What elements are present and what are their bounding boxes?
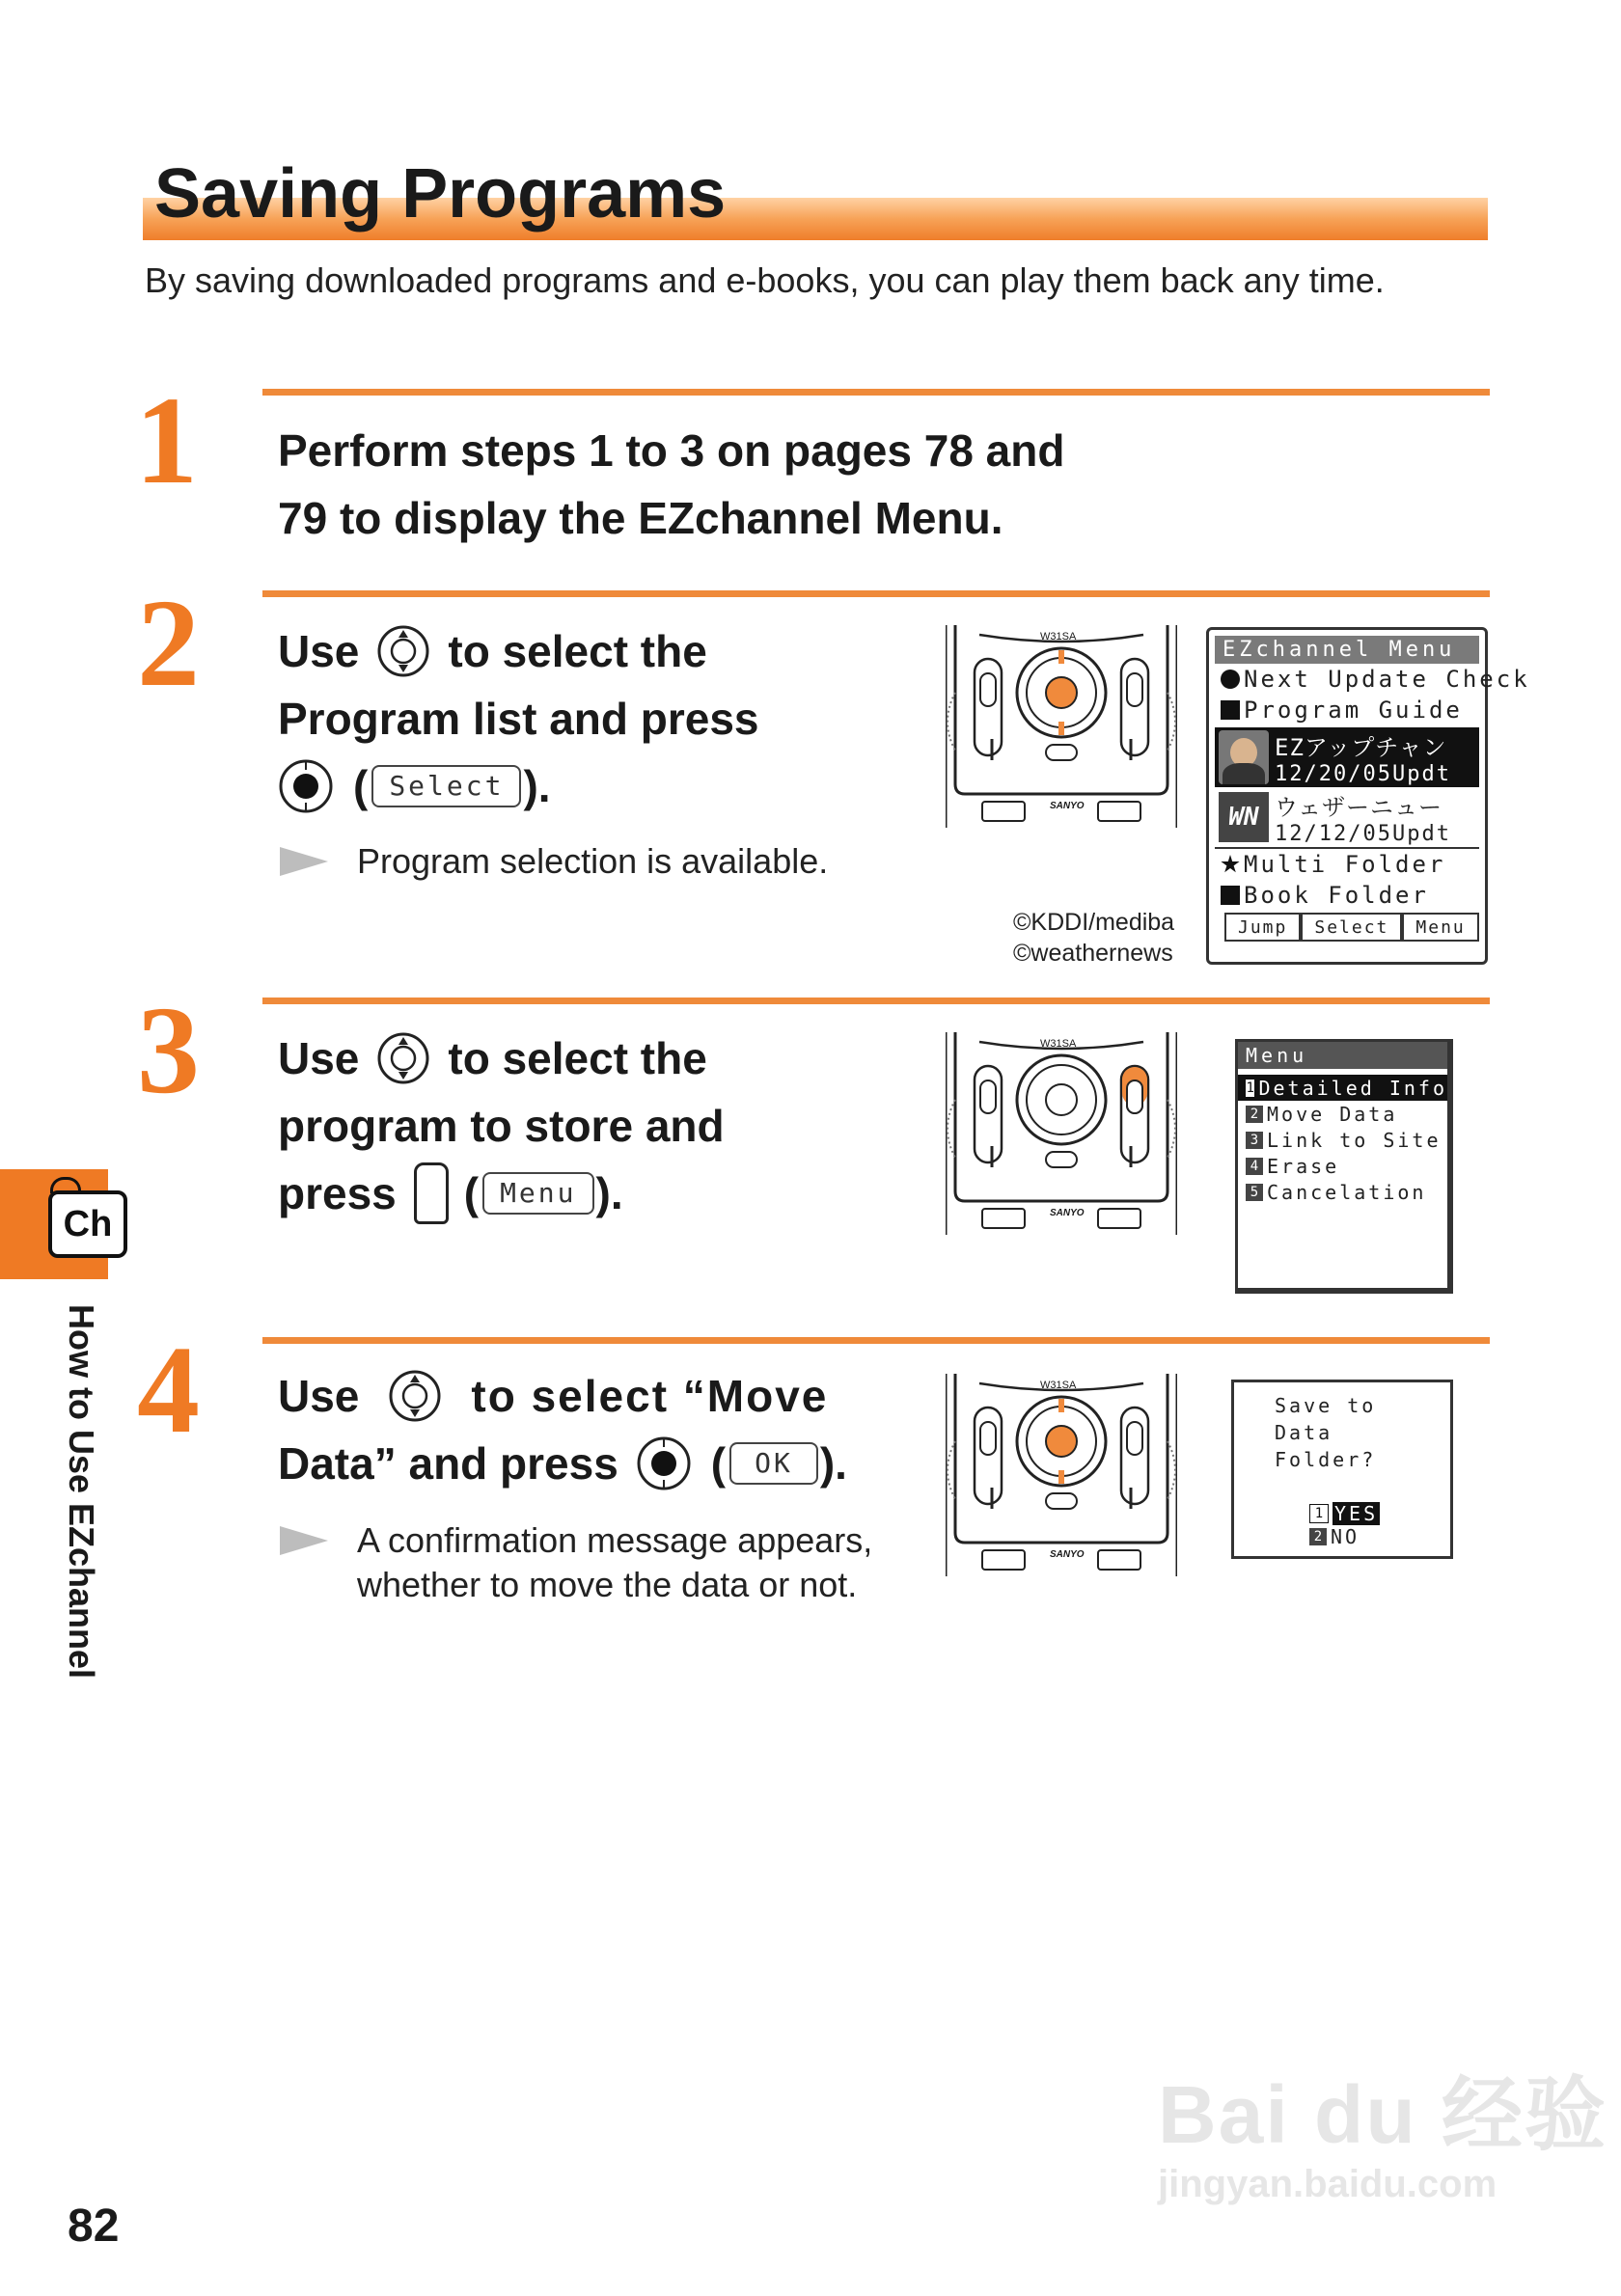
book-folder-icon	[1221, 886, 1240, 905]
menu-item-program-guide[interactable]: Program Guide	[1215, 695, 1479, 725]
select-softkey-label: Select	[371, 765, 521, 807]
page-number: 82	[68, 2200, 120, 2252]
step-3-press: press	[278, 1168, 397, 1218]
softkey-jump[interactable]: Jump	[1224, 913, 1301, 942]
ezchannel-menu-screen	[1206, 627, 1530, 965]
ezchannel-tv-icon: Ch	[48, 1190, 127, 1258]
step-4-data-and-press: Data” and press	[278, 1438, 618, 1489]
step-3-select-the: to select the	[448, 1033, 707, 1083]
watermark-brand: Bai du 经验	[1158, 2069, 1608, 2160]
step-2-note	[280, 839, 828, 884]
step-4-note-line-2: whether to move the data or not.	[357, 1565, 858, 1604]
phone-keypad-drawing	[946, 1032, 1177, 1235]
menu-item-book-folder[interactable]: Book Folder	[1215, 880, 1479, 911]
screen-title: EZchannel Menu	[1215, 636, 1479, 664]
open-paren: (	[463, 1168, 480, 1218]
step-3-use: Use	[278, 1033, 360, 1083]
phone-model-label: W31SA	[1040, 1380, 1077, 1391]
open-paren: (	[710, 1438, 727, 1489]
chapter-side-text: How to Use EZchannel	[62, 1304, 101, 1680]
step-4-select-move: to select “Move	[471, 1371, 829, 1421]
star-folder-icon	[1221, 855, 1240, 874]
right-softkey-icon	[414, 1162, 449, 1224]
credits	[1013, 907, 1174, 969]
phone-brand-label: SANYO	[1050, 801, 1085, 811]
screen-title: Menu	[1238, 1042, 1447, 1069]
program-item-1[interactable]	[1215, 727, 1479, 787]
menu-item-multi-folder[interactable]: Multi Folder	[1215, 849, 1479, 880]
step-2-select-the: to select the	[448, 626, 707, 676]
menu-item-move-data[interactable]: 2 Move Data	[1238, 1101, 1447, 1127]
menu-item-cancelation[interactable]: 5 Cancelation	[1238, 1179, 1447, 1205]
step-2-text	[278, 617, 759, 820]
baidu-watermark	[1158, 2069, 1608, 2205]
softkey-select[interactable]: Select	[1301, 913, 1402, 942]
step-2-use: Use	[278, 626, 360, 676]
alert-icon	[1221, 670, 1240, 689]
program-thumbnail-icon	[1219, 730, 1269, 784]
confirm-question: Save to Data Folder?	[1275, 1394, 1377, 1471]
menu-screen	[1235, 1039, 1453, 1294]
ok-softkey-label: OK	[729, 1442, 818, 1485]
weathernews-logo: WN	[1219, 792, 1269, 842]
step-4-note-line-1: A confirmation message appears,	[357, 1520, 873, 1560]
step-2-number: 2	[137, 574, 200, 713]
phone-brand-label: SANYO	[1050, 1549, 1085, 1560]
nav-key-icon	[376, 1031, 430, 1085]
page-title: Saving Programs	[154, 155, 727, 232]
step-4-note	[280, 1518, 872, 1607]
step-3-rule	[262, 998, 1490, 1004]
step-3-number: 3	[137, 981, 200, 1120]
step-2-note-text: Program selection is available.	[357, 841, 829, 881]
step-4-rule	[262, 1337, 1490, 1344]
program-2-date: 12/12/05Updt	[1275, 822, 1451, 846]
program-1-date: 12/20/05Updt	[1275, 762, 1451, 786]
center-key-icon	[636, 1435, 692, 1491]
menu-softkey-label: Menu	[482, 1172, 593, 1215]
softkey-menu[interactable]: Menu	[1402, 913, 1478, 942]
phone-keypad-step-4	[946, 1374, 1177, 1581]
option-no[interactable]: 2 NO	[1309, 1525, 1439, 1548]
step-1-line-1: Perform steps 1 to 3 on pages 78 and	[278, 425, 1065, 476]
step-1-line-2: 79 to display the EZchannel Menu.	[278, 493, 1003, 543]
phone-model-label: W31SA	[1040, 1038, 1077, 1050]
step-4-text	[278, 1362, 847, 1497]
menu-item-erase[interactable]: 4 Erase	[1238, 1153, 1447, 1179]
phone-keypad-drawing	[946, 1374, 1177, 1576]
nav-key-icon	[376, 624, 430, 678]
phone-model-label: W31SA	[1040, 631, 1077, 642]
note-triangle-icon	[280, 1526, 328, 1555]
option-yes[interactable]: 1 YES	[1309, 1502, 1439, 1525]
step-2-rule	[262, 590, 1490, 597]
credit-weathernews: ©weathernews	[1013, 940, 1173, 967]
step-1-text	[278, 417, 1064, 552]
step-3-line-2: program to store and	[278, 1101, 725, 1151]
step-4-use: Use	[278, 1371, 360, 1421]
program-item-2[interactable]	[1215, 787, 1479, 849]
book-icon	[1221, 700, 1240, 720]
menu-item-link-to-site[interactable]: 3 Link to Site	[1238, 1127, 1447, 1153]
phone-keypad-drawing	[946, 625, 1177, 828]
confirm-screen	[1231, 1380, 1453, 1559]
step-2-line-2: Program list and press	[278, 694, 759, 744]
center-key-icon	[278, 758, 334, 814]
intro-text: By saving downloaded programs and e-books, you can play them back any time.	[145, 260, 1385, 300]
chapter-tab	[0, 1169, 113, 1279]
phone-keypad-step-2	[946, 625, 1177, 833]
credit-kddi: ©KDDI/mediba	[1013, 909, 1175, 936]
menu-item-next-update[interactable]: Next Update Check	[1215, 664, 1479, 695]
step-3-tail: ).	[595, 1168, 623, 1218]
screen-softkeys	[1215, 913, 1479, 942]
watermark-url: jingyan.baidu.com	[1158, 2163, 1497, 2205]
program-2-name: ウェザーニュー	[1275, 794, 1443, 821]
step-4-number: 4	[137, 1321, 200, 1460]
step-1-rule	[262, 389, 1490, 396]
nav-key-icon	[388, 1369, 442, 1423]
phone-brand-label: SANYO	[1050, 1208, 1085, 1218]
note-triangle-icon	[280, 847, 328, 876]
open-paren: (	[353, 761, 369, 811]
menu-item-detailed-info[interactable]: 1 Detailed Info	[1238, 1075, 1447, 1101]
step-1-number: 1	[135, 371, 198, 510]
step-3-text	[278, 1025, 725, 1227]
phone-keypad-step-3	[946, 1032, 1177, 1240]
step-4-tail: ).	[819, 1438, 847, 1489]
step-2-tail: ).	[523, 761, 551, 811]
program-1-name: EZアップチャン	[1275, 734, 1447, 761]
